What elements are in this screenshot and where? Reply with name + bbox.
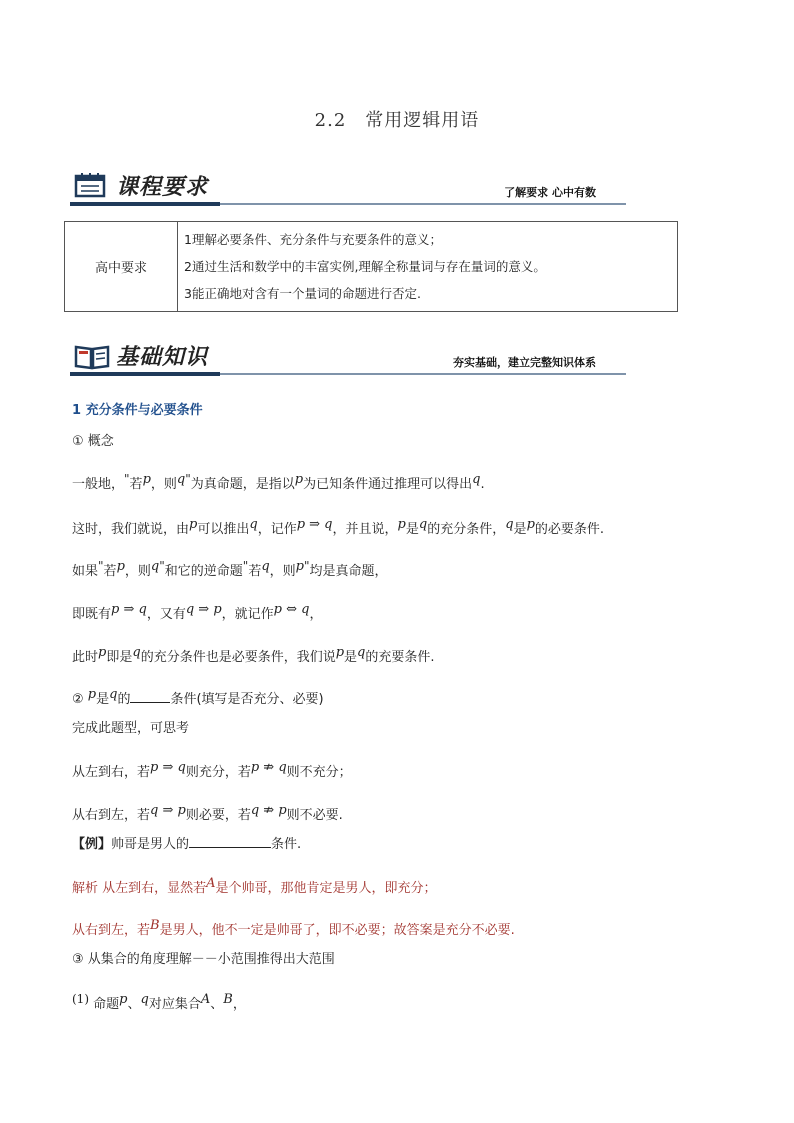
example-tag: 【例】 xyxy=(72,837,112,852)
banner-title: 基础知识 xyxy=(116,345,209,370)
math-q: q xyxy=(249,517,258,532)
math-q: q xyxy=(261,559,270,574)
answer-blank[interactable] xyxy=(189,835,271,848)
text: 、 xyxy=(127,997,141,1012)
math-p: p xyxy=(98,645,107,660)
text: 从右到左，若 xyxy=(72,808,151,823)
math-q: q xyxy=(472,472,481,487)
requirement-item: 3能正确地对含有一个量词的命题进行否定. xyxy=(184,286,421,301)
text: 若 xyxy=(129,477,143,492)
requirements-table xyxy=(64,221,678,312)
text: 命题 xyxy=(93,997,120,1012)
math-q: q xyxy=(418,517,428,532)
part2-rtl xyxy=(72,804,343,823)
text: 的充分条件也是必要条件，我们说 xyxy=(140,650,336,665)
text: 若 xyxy=(103,564,117,579)
banner-subtitle: 夯实基础，建立完整知识体系 xyxy=(453,356,596,369)
math-p: p xyxy=(526,517,535,532)
text: 的必要条件. xyxy=(534,522,605,537)
notebook-icon xyxy=(74,172,108,202)
answer-blank[interactable] xyxy=(130,690,170,703)
example-question xyxy=(72,833,301,852)
math-q: q xyxy=(505,517,514,532)
math-p: p xyxy=(397,517,406,532)
part2-question xyxy=(72,688,324,707)
text: 则不必要. xyxy=(286,808,343,823)
text: 的充要条件. xyxy=(365,650,435,665)
text: 是 xyxy=(405,522,419,537)
text: 解析 从左到右，显然若 xyxy=(72,881,207,896)
banner-rule xyxy=(70,372,220,376)
text: ， xyxy=(232,997,246,1012)
text: ，记作 xyxy=(257,522,297,537)
quote: " xyxy=(98,559,104,573)
basic-knowledge-banner xyxy=(70,338,626,378)
math-implies: q ⇒ p xyxy=(185,602,222,617)
math-implies: p ⇒ q xyxy=(296,517,333,532)
text: ② xyxy=(72,692,84,707)
text: 则必要，若 xyxy=(185,808,251,823)
text: 条件. xyxy=(271,837,302,852)
text: 若 xyxy=(248,564,262,579)
part3-label: ③ 从集合的角度理解－－小范围推得出大范围 xyxy=(72,952,335,967)
text: 即既有 xyxy=(72,607,112,622)
text: 一般地， xyxy=(72,477,125,492)
banner-subtitle: 了解要求 心中有数 xyxy=(504,186,596,199)
text: 如果 xyxy=(72,564,99,579)
concept-line-4 xyxy=(72,603,323,622)
part2-think: 完成此题型，可思考 xyxy=(72,721,190,736)
text: 此时 xyxy=(72,650,99,665)
math-a: A xyxy=(200,992,211,1007)
text: ，则 xyxy=(124,564,151,579)
concept-label: ① 概念 xyxy=(72,434,114,449)
text: 则不充分； xyxy=(286,765,352,780)
math-implies: q ⇒ p xyxy=(150,803,186,818)
text: ，并且说， xyxy=(332,522,398,537)
math-p: p xyxy=(116,559,125,574)
math-b: B xyxy=(223,992,233,1007)
solution-line-1 xyxy=(72,877,437,896)
math-not-implies: p ⇏ q xyxy=(250,760,287,775)
math-p: p xyxy=(294,472,304,487)
text: 均是真命题， xyxy=(309,564,388,579)
banner-rule-light xyxy=(220,373,626,375)
text: 为已知条件通过推理可以得出 xyxy=(303,477,473,492)
quote: " xyxy=(124,472,130,486)
requirement-item: 1理解必要条件、充分条件与充要条件的意义； xyxy=(184,232,442,247)
text: 是个帅哥，那他肯定是男人，即充分； xyxy=(215,881,437,896)
math-a: A xyxy=(206,876,216,891)
text: 条件(填写是否充分、必要) xyxy=(170,692,324,707)
item-number: (1) xyxy=(72,992,89,1006)
text: 帅哥是男人的 xyxy=(111,837,190,852)
math-p: p xyxy=(142,472,151,487)
solution-line-2 xyxy=(72,919,515,938)
text: ，则 xyxy=(269,564,296,579)
math-iff: p ⇔ q xyxy=(273,602,310,617)
text: 是 xyxy=(513,522,527,537)
book-icon xyxy=(74,342,110,374)
text: 即是 xyxy=(106,650,133,665)
math-q: q xyxy=(140,992,149,1007)
text: 从左到右，若 xyxy=(72,765,151,780)
concept-line-2 xyxy=(72,518,604,537)
requirements-content xyxy=(178,222,678,312)
math-p: p xyxy=(87,687,97,702)
math-q: q xyxy=(150,559,160,574)
quote: " xyxy=(159,559,165,573)
math-q: q xyxy=(176,472,186,487)
text: ，又有 xyxy=(146,607,186,622)
section-heading: 1 充分条件与必要条件 xyxy=(72,403,203,418)
concept-line-5 xyxy=(72,646,435,665)
math-b: B xyxy=(150,918,160,933)
text: 对应集合 xyxy=(148,997,201,1012)
math-p: p xyxy=(335,645,345,660)
requirements-label: 高中要求 xyxy=(65,222,178,312)
banner-rule xyxy=(70,202,220,206)
text: 为真命题，是指以 xyxy=(190,477,295,492)
quote: " xyxy=(185,472,191,486)
concept-line-1 xyxy=(72,473,485,492)
text: 的充分条件， xyxy=(427,522,506,537)
text: 是 xyxy=(96,692,110,707)
math-q: q xyxy=(357,645,366,660)
course-requirements-banner xyxy=(70,168,626,208)
math-q: q xyxy=(132,645,141,660)
text: . xyxy=(480,477,485,492)
page-title: 2.2 常用逻辑用语 xyxy=(314,110,480,131)
quote: " xyxy=(304,559,310,573)
text: ，则 xyxy=(150,477,177,492)
text: 从右到左，若 xyxy=(72,923,151,938)
text: 和它的逆命题 xyxy=(164,564,243,579)
text: 这时，我们就说，由 xyxy=(72,522,190,537)
text: 是男人，他不一定是帅哥了，即不必要；故答案是充分不必要. xyxy=(159,923,515,938)
math-q: q xyxy=(109,687,118,702)
math-implies: p ⇒ q xyxy=(111,602,147,617)
item-1 xyxy=(72,993,246,1012)
concept-line-3 xyxy=(72,560,388,579)
math-p: p xyxy=(295,559,304,574)
text: 是 xyxy=(344,650,358,665)
banner-title: 课程要求 xyxy=(116,175,209,200)
math-not-implies: q ⇏ p xyxy=(250,803,287,818)
requirement-item: 2通过生活和数学中的丰富实例,理解全称量词与存在量词的意义。 xyxy=(184,259,546,274)
text: ， xyxy=(309,607,323,622)
math-implies: p ⇒ q xyxy=(150,760,186,775)
banner-rule-light xyxy=(220,203,626,205)
quote: " xyxy=(242,559,249,573)
part2-ltr xyxy=(72,761,352,780)
text: 、 xyxy=(210,997,224,1012)
text: 的 xyxy=(117,692,131,707)
text: 则充分，若 xyxy=(185,765,251,780)
math-p: p xyxy=(189,517,198,532)
text: 可以推出 xyxy=(197,522,250,537)
math-p: p xyxy=(119,992,128,1007)
text: ，就记作 xyxy=(221,607,274,622)
